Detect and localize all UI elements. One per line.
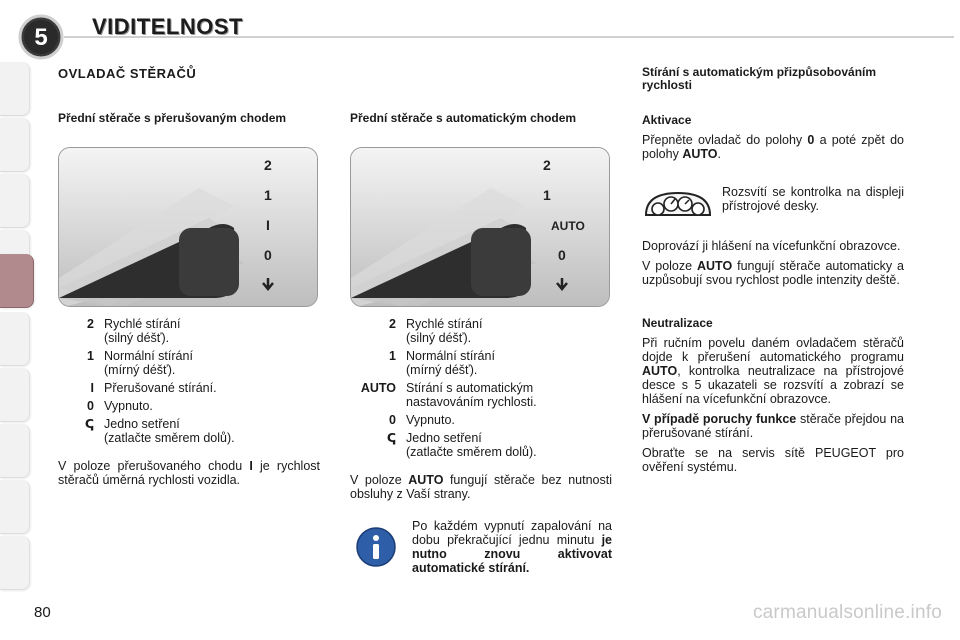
- wiper-stalk-illustration: [59, 148, 318, 307]
- photo-label: 0: [558, 247, 566, 263]
- chapter-tab: [0, 174, 30, 228]
- text-bold: AUTO: [697, 259, 733, 273]
- down-arrow-icon: ↅ: [386, 431, 396, 445]
- watermark: carmanualsonline.info: [752, 602, 942, 623]
- info-icon: [356, 527, 396, 567]
- legend-key: 2: [389, 317, 396, 331]
- text: fungují stěrače automaticky a uzpůsobují svou rychlost podle intenzity deště.: [642, 259, 904, 287]
- column-heading: Přední stěrače s automatickým chodem: [350, 111, 577, 125]
- legend-text: Přerušované stírání.: [104, 381, 217, 395]
- photo-label: 1: [264, 187, 272, 203]
- text: a poté zpět do polohy: [642, 133, 905, 161]
- photo-label: 2: [543, 157, 551, 173]
- chapter-tab: [0, 368, 30, 422]
- text-bold: AUTO: [642, 364, 678, 378]
- legend-text: Jedno setření (zatlačte směrem dolů).: [104, 417, 235, 445]
- activation-text: [642, 133, 904, 161]
- chapter-tab: [0, 424, 30, 478]
- legend-row: [350, 349, 612, 377]
- column-auto-speed: [642, 66, 904, 474]
- auto-note: [350, 473, 612, 501]
- note-text: V poloze: [350, 473, 409, 487]
- lamp-text: Rozsvítí se kontrolka na displeji přístrojové desky.: [722, 185, 904, 213]
- chapter-tab: [0, 312, 30, 366]
- section-title: OVLADAČ STĚRAČŮ: [58, 66, 197, 81]
- text: .: [717, 147, 721, 161]
- legend-text: Rychlé stírání (silný déšť).: [104, 317, 181, 345]
- note-bold: AUTO: [408, 473, 444, 487]
- chapter-tab: [0, 118, 30, 172]
- photo-label: I: [266, 217, 270, 233]
- legend-key: 1: [389, 349, 396, 363]
- info-text: [412, 519, 612, 575]
- legend-text: Normální stírání (mírný déšť).: [104, 349, 193, 377]
- text-bold: 0: [807, 133, 815, 147]
- legend-row: [58, 399, 320, 413]
- body-text: Doprovází ji hlášení na vícefunkční obrazovce.: [642, 239, 901, 253]
- chapter-tab: [0, 536, 30, 590]
- legend-row: [58, 317, 320, 345]
- legend-text: Rychlé stírání (silný déšť).: [406, 317, 483, 345]
- text: Přepněte ovladač do polohy: [642, 133, 808, 147]
- legend-row: [350, 317, 612, 345]
- legend-key: 1: [87, 349, 94, 363]
- instrument-panel-icon: [642, 189, 714, 221]
- neutralization-heading: Neutralizace: [642, 316, 713, 330]
- legend-key: 0: [389, 413, 396, 427]
- info-text-plain: Po každém vypnutí zapalování na dobu překračující jednu minutu: [412, 519, 612, 547]
- legend-row: [58, 349, 320, 377]
- info-box: [350, 519, 612, 575]
- position-legend: [350, 317, 612, 459]
- warning-lamp-row: [642, 185, 904, 221]
- page-number: 80: [34, 604, 51, 621]
- legend-row: [58, 417, 320, 445]
- legend-key: 0: [87, 399, 94, 413]
- column-automatic-wipers: [350, 112, 612, 575]
- chapter-tab-strip: [0, 62, 32, 582]
- note-text: V poloze přerušovaného chodu: [58, 459, 250, 473]
- legend-text: Jedno setření (zatlačte směrem dolů).: [406, 431, 537, 459]
- note-bold: I: [249, 459, 253, 473]
- chapter-tab: [0, 480, 30, 534]
- text: stěrače přejdou na přerušované stírání.: [642, 412, 904, 440]
- chapter-tab-active: [0, 254, 34, 308]
- legend-row: [350, 413, 612, 427]
- legend-text: Vypnuto.: [104, 399, 153, 413]
- text-bold: AUTO: [682, 147, 718, 161]
- chapter-badge: [18, 14, 64, 60]
- activation-heading: Aktivace: [642, 113, 692, 127]
- legend-key: I: [90, 381, 94, 395]
- legend-text: Stírání s automatickým nastavováním rychlosti.: [406, 381, 537, 409]
- legend-text: Normální stírání (mírný déšť).: [406, 349, 495, 377]
- legend-row: [58, 381, 320, 395]
- legend-text: Vypnuto.: [406, 413, 455, 427]
- chapter-title: VIDITELNOST: [92, 14, 243, 39]
- text: , kontrolka neutralizace na přístrojové desce s 5 ukazateli se rozsvítí a zobrazí se hlášení na vícefunkční obrazovce.: [642, 364, 904, 406]
- body-text: [642, 336, 904, 406]
- wiper-stalk-illustration: [351, 148, 610, 307]
- body-text: Obraťte se na servis sítě PEUGEOT pro ověření systému.: [642, 446, 904, 474]
- body-text: [642, 259, 904, 287]
- chapter-number: 5: [34, 24, 48, 51]
- info-text-bold: je nutno znovu aktivovat automatické stírání.: [412, 533, 612, 575]
- photo-label: AUTO: [551, 219, 585, 233]
- legend-row: [350, 431, 612, 459]
- column-interval-wipers: [58, 112, 320, 487]
- legend-key: 2: [87, 317, 94, 331]
- note-text: fungují stěrače bez nutnosti obsluhy z Vaší strany.: [350, 473, 612, 501]
- text: V poloze: [642, 259, 697, 273]
- text-bold: V případě poruchy funkce: [642, 412, 797, 426]
- interval-note: [58, 459, 320, 487]
- column-heading: Stírání s automatickým přizpůsobováním rychlosti: [642, 65, 877, 92]
- text: Při ručním povelu daném ovladačem stěračů dojde k přerušení automatického programu: [642, 336, 904, 364]
- wiper-stalk-photo: [58, 147, 318, 307]
- photo-label: 0: [264, 247, 272, 263]
- down-arrow-icon: ↅ: [84, 417, 94, 431]
- note-text: je rychlost stěračů úměrná rychlosti vozidla.: [58, 459, 321, 487]
- position-legend: [58, 317, 320, 445]
- wiper-stalk-photo: [350, 147, 610, 307]
- photo-label: 1: [543, 187, 551, 203]
- legend-key: AUTO: [360, 381, 396, 395]
- body-text: [642, 412, 904, 440]
- photo-label: 2: [264, 157, 272, 173]
- legend-row: [350, 381, 612, 409]
- chapter-tab: [0, 62, 30, 116]
- column-heading: Přední stěrače s přerušovaným chodem: [58, 111, 287, 125]
